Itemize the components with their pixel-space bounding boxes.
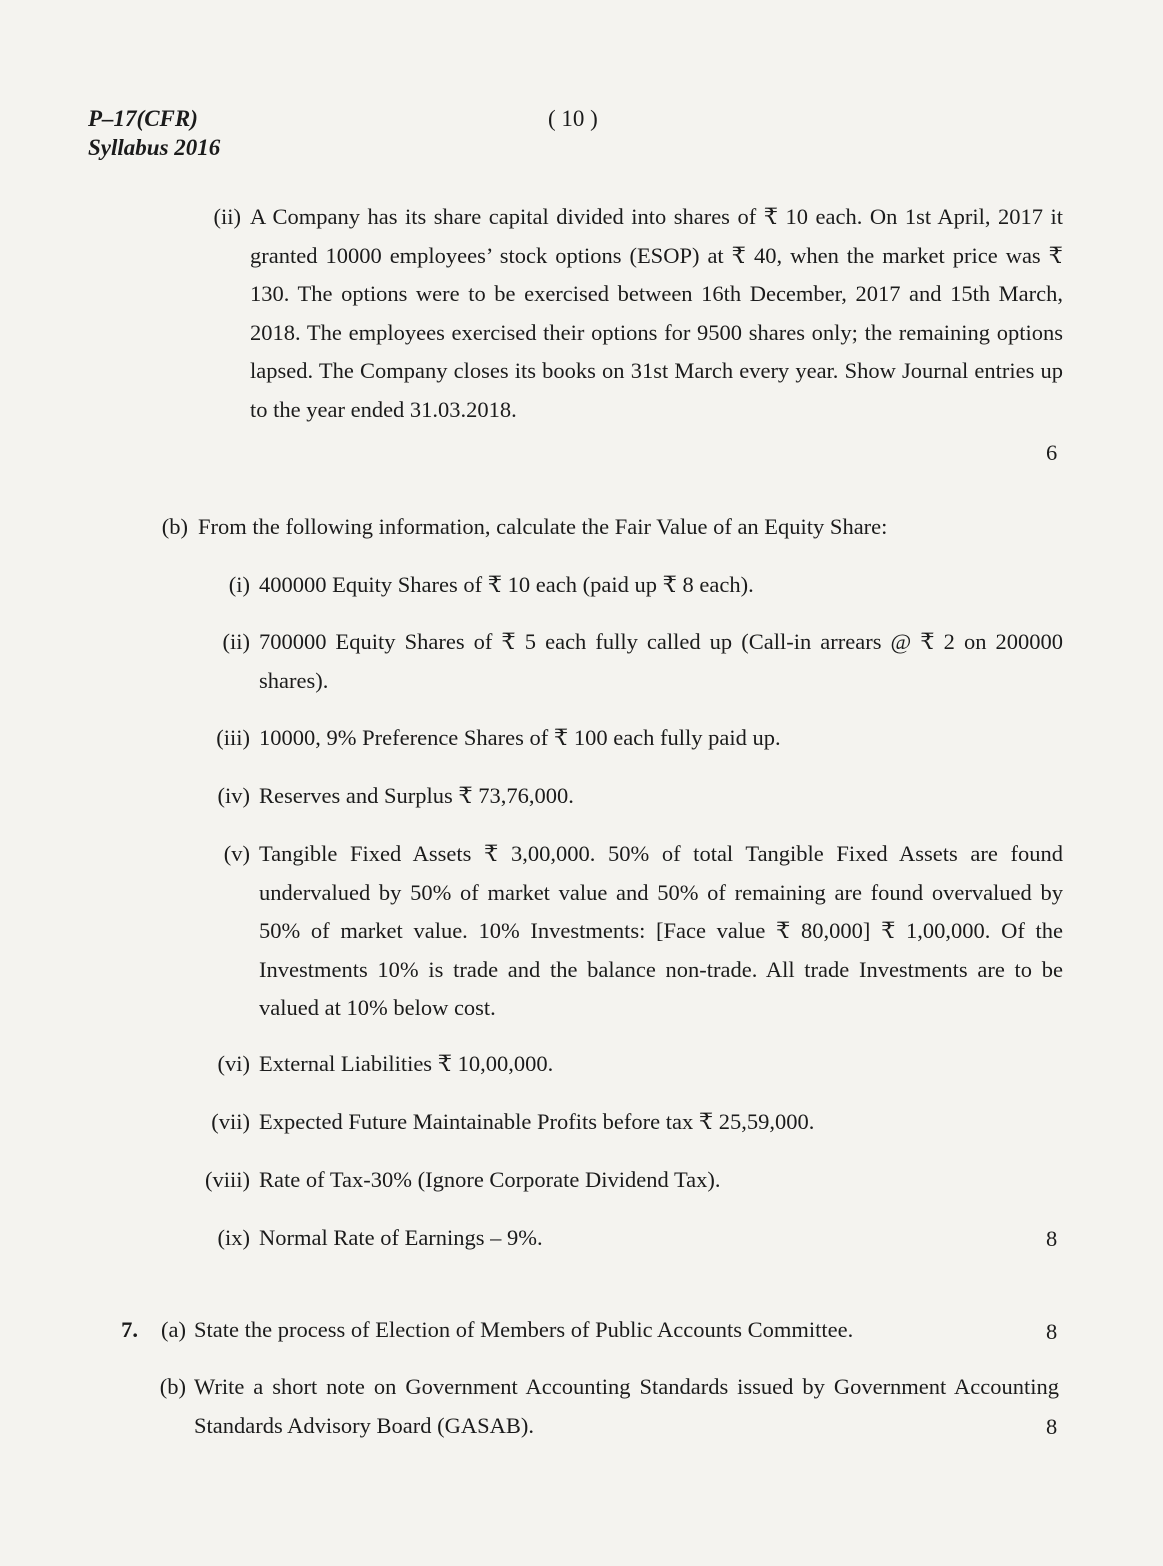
item-text: State the process of Election of Members of Public Accounts Committee.: [194, 1317, 854, 1342]
item-label: (vi): [217, 1051, 250, 1076]
item-text: Reserves and Surplus ₹ 73,76,000.: [259, 783, 574, 808]
header-left: [88, 104, 220, 162]
item-text: 700000 Equity Shares of ₹ 5 each fully called up (Call-in arrears @ ₹ 2 on 200000 shares).: [259, 629, 1063, 693]
item-label: (ii): [213, 204, 241, 229]
item-label: (viii): [205, 1167, 250, 1192]
item-text: Tangible Fixed Assets ₹ 3,00,000. 50% of total Tangible Fixed Assets are found undervalued by 50% of market value and 50% of remaining are found overvalued by 50% of market value. 10% Investments: [Face value ₹ 80,000] ₹ 1,00,000. Of the Investments 10% is trade and the balance non-trade. All trade Investments are to be valued at 10% below cost.: [259, 841, 1063, 1020]
item-label: (ix): [217, 1225, 250, 1250]
paper-code: P–17(CFR): [88, 106, 198, 131]
item-text: A Company has its share capital divided into shares of ₹ 10 each. On 1st April, 2017 it granted 10000 employees’ stock options (ESOP) at ₹ 40, when the market price was ₹ 130. The options were to be exercised between 16th December, 2017 and 15th March, 2018. The employees exercised their options for 9500 shares only; the remaining options lapsed. The Company closes its books on 31st March every year. Show Journal entries up to the year ended 31.03.2018.: [250, 204, 1063, 422]
item-text: 10000, 9% Preference Shares of ₹ 100 each fully paid up.: [259, 725, 781, 750]
item-text: External Liabilities ₹ 10,00,000.: [259, 1051, 554, 1076]
marks-6b: 8: [1046, 1226, 1058, 1251]
item-text: From the following information, calculate the Fair Value of an Equity Share:: [198, 514, 888, 539]
marks-6a: 6: [1046, 440, 1058, 465]
item-text: Expected Future Maintainable Profits before tax ₹ 25,59,000.: [259, 1109, 815, 1134]
page-number: ( 10 ): [548, 106, 598, 131]
marks-7a: 8: [1046, 1319, 1058, 1344]
item-text: Normal Rate of Earnings – 9%.: [259, 1225, 543, 1250]
item-label: (i): [228, 572, 250, 597]
item-label: (v): [223, 841, 250, 866]
item-text: 400000 Equity Shares of ₹ 10 each (paid up ₹ 8 each).: [259, 572, 754, 597]
syllabus-label: Syllabus 2016: [88, 135, 221, 160]
item-label: (iii): [216, 725, 250, 750]
item-label: (a): [161, 1317, 186, 1342]
item-label: (vii): [211, 1109, 250, 1134]
marks-7b: 8: [1046, 1414, 1058, 1439]
item-label: (iv): [217, 783, 250, 808]
item-text: Rate of Tax-30% (Ignore Corporate Dividend Tax).: [259, 1167, 721, 1192]
item-label: (b): [159, 1374, 186, 1399]
item-label: (ii): [222, 629, 250, 654]
item-text: Write a short note on Government Accounting Standards issued by Government Accounting Standards Advisory Board (GASAB).: [194, 1374, 1059, 1438]
question-number: 7.: [121, 1317, 138, 1342]
item-label: (b): [161, 514, 188, 539]
